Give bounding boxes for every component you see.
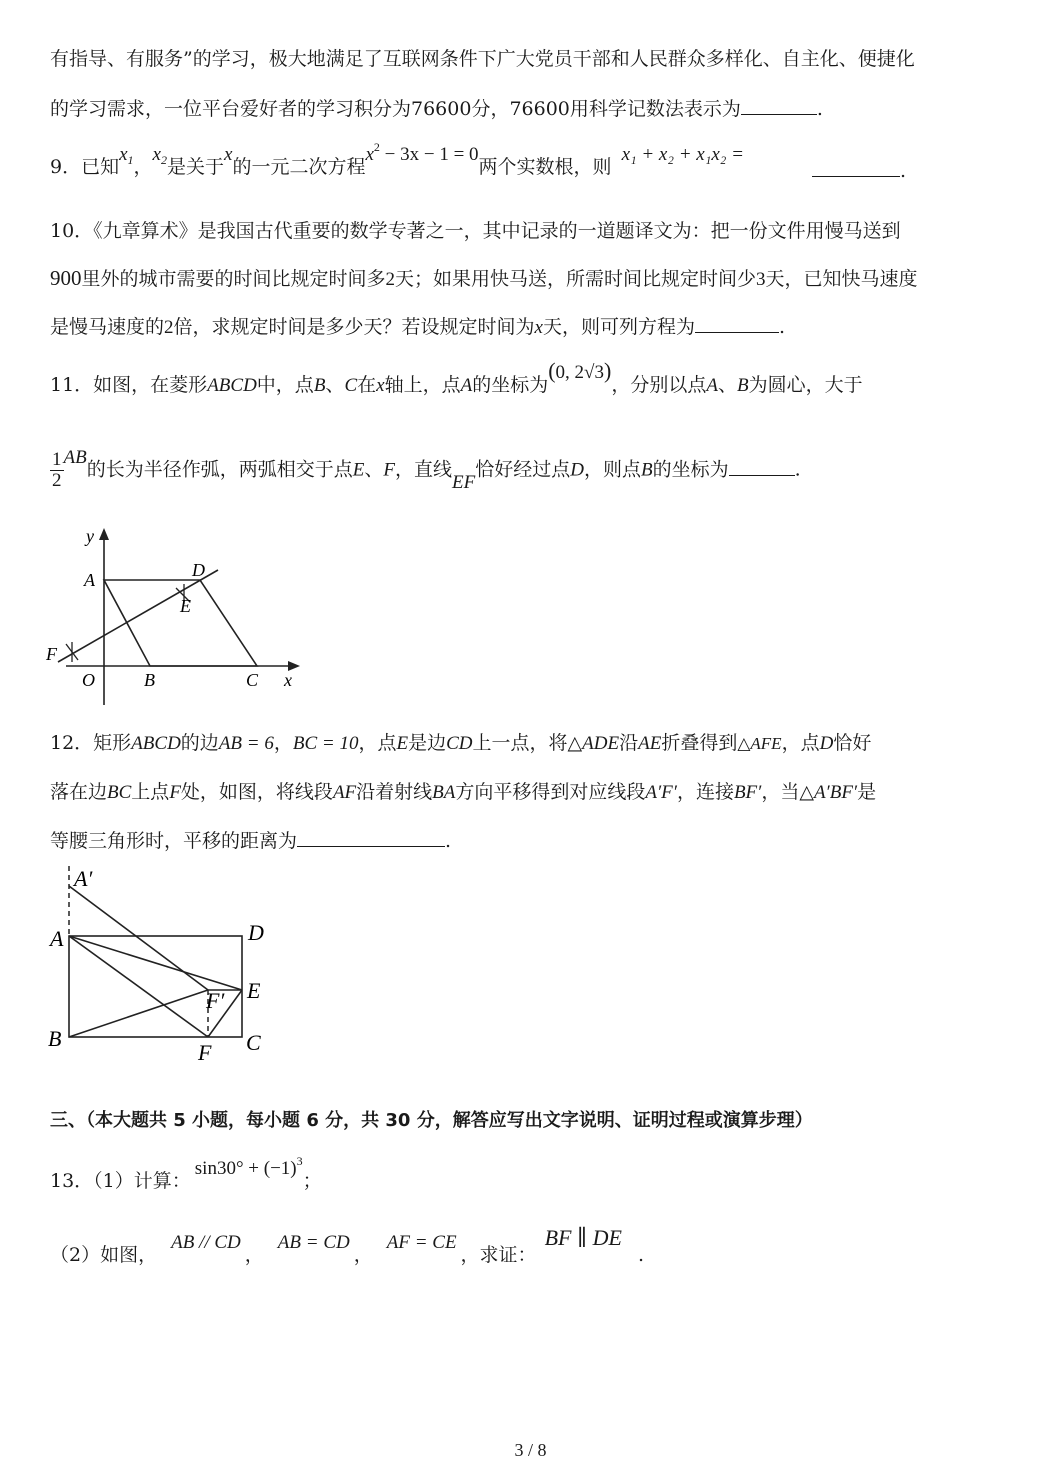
question-10-line-1 [50,216,901,243]
q11-text-l: 的坐标为 [652,458,729,481]
y-axis-arrow [99,528,109,540]
q13-semicolon: ； [302,1170,322,1192]
q12-af: AF [332,782,357,803]
label-x: x [284,670,292,690]
q11-frac-num: 1 [52,449,62,470]
q12-apfp: A′F′ [645,782,677,803]
q11-frac-den: 2 [52,470,62,491]
q12-text-h: 折叠得到 [661,732,738,754]
q11-point-b2: B [736,375,749,396]
q10-text-2d: 天；如果用快马送，所需时间比规定时间少 [395,268,757,290]
q9-x1 [119,144,133,168]
answer-blank-11 [729,459,795,476]
q10-900: 900 [50,266,82,290]
question-13-part-2 [50,1225,644,1267]
q11-text-f: ，分别以点 [611,374,707,396]
q11-point-c: C [344,375,358,396]
q11-point-b: B [313,375,326,396]
question-9 [50,140,744,181]
q10-text-2b: 里外的城市需要的时间比规定时间多 [81,268,386,290]
q9-eq-sup: 2 [373,140,380,154]
q11-point-a: A [460,375,473,396]
q11-sep3: 、 [364,458,384,481]
intro-text-2: 的学习需求，一位平台爱好者的学习积分为76600分，76600用科学记数法表示为 [50,98,741,120]
q10-text-3a: 是慢马速度的 [50,316,165,338]
question-10-line-2 [50,264,918,291]
q12-text-o: 方向平移得到对应线段 [455,781,646,803]
label-fprime: F′ [206,988,225,1013]
q9-eq-x: x [365,144,374,165]
period: . [900,160,907,182]
q12-abcd: ABCD [131,733,181,754]
question-12-line-2 [50,777,876,804]
q13-condition-2: AB = CD [277,1232,350,1253]
q11-text-g: 为圆心，大于 [748,374,863,396]
q10-text-3c: 倍，求规定时间是多少天？若设规定时间为 [173,316,535,338]
segment-ae [69,936,242,990]
q13-expr: sin30° + (−1) [194,1158,297,1179]
q13-part2-label: （2）如图， [50,1244,158,1266]
q12-text-l: 上点 [131,781,170,803]
question-11-line-2 [50,446,801,493]
intro-line-1 [50,44,915,71]
q12-text-k: 落在边 [50,781,108,803]
q9-x: x [224,144,233,165]
q13-condition-1: AB // CD [171,1232,241,1253]
label-a: A [50,926,64,951]
q12-bc: BC [107,782,132,803]
q9-expression: x₁ + x₂ + x₁x₂ = [621,144,744,165]
q12-text-n: 沿着射线 [356,781,433,803]
label-c: C [246,1030,261,1055]
label-aprime: A′ [74,866,93,891]
page-number: 3 / 8 [514,1440,547,1460]
q11-point-d: D [570,459,584,481]
label-e: E [180,596,191,616]
label-d: D [192,560,205,580]
q12-point-f: F [169,782,181,803]
q12-text-q: ，当 [761,781,800,803]
q13-sep2: ， [353,1244,373,1266]
segment-bfprime [69,990,208,1037]
q11-text-c: 在 [357,374,377,396]
period: . [816,98,823,120]
q12-text-i: ，点 [781,732,820,754]
q13-part1-label: 13．（1）计算： [50,1170,191,1192]
q11-text-h: 的长为半径作弧，两弧相交于点 [86,458,353,481]
q10-text-3e: 天，则可列方程为 [542,316,695,338]
label-f: F [198,1040,212,1065]
q12-cd: CD [446,733,473,754]
q12-tri-abf: △A′BF′ [799,782,858,803]
intro-text-1: 有指导、有服务”的学习，极大地满足了互联网条件下广大党员干部和人民群众多样化、自主化、便捷化 [50,48,915,70]
q11-coord-value: 0, 2√3 [555,362,604,383]
q11-point-e: E [352,459,365,481]
q11-coordinate: (0, 2√3) [548,358,612,383]
q13-part1-expression [195,1154,303,1180]
q11-ef: EF [451,471,476,493]
q11-text-i: ，直线 [394,458,452,481]
q11-text-b: 中，点 [256,374,314,396]
label-b: B [48,1026,62,1051]
q10-num-2b: 2 [164,317,174,338]
q11-text-a: 11．如图，在菱形 [50,374,208,396]
q12-text-r: 是 [857,781,877,803]
q12-text-m: 处，如图，将线段 [180,781,333,803]
q12-point-e: E [396,733,409,754]
q9-comma: ， [133,156,153,178]
q12-text-s: 等腰三角形时，平移的距离为 [50,830,298,852]
q9-x2-sub: 2 [160,153,167,167]
question-12-line-3 [50,826,451,853]
q9-x2 [153,144,167,168]
q11-ab: AB [63,446,87,468]
q9-x1-var: x [119,144,128,165]
q9-equation [365,140,478,166]
q12-text-d: ，点 [358,732,397,754]
q12-text-c: ， [273,732,293,754]
figure-q11 [40,520,310,710]
question-13-part-1 [50,1154,322,1193]
label-c: C [246,670,259,690]
q12-bfp: BF′ [733,782,762,803]
q12-bc-10: BC = 10 [292,733,359,754]
answer-blank-12 [297,830,445,847]
q9-x2-var: x [152,144,161,165]
q12-point-d: D [819,733,834,754]
q12-tri-ade: △ADE [567,733,620,754]
q10-x: x [534,317,543,338]
section-3-header: 三、（本大题共 5 小题，每小题 6 分，共 30 分，解答应写出文字说明、证明过程或演算步理） [50,1110,813,1131]
segment-aprime-fprime [69,886,208,990]
q10-text-1: 10．《九章算术》是我国古代重要的数学专著之一，其中记录的一道题译文为：把一份文件用慢马送到 [50,220,901,242]
q12-ae: AE [638,733,662,754]
q11-x: x [376,375,385,396]
q9-text-3: 两个实数根，则 [478,156,612,178]
q9-x1-sub: 1 [127,153,134,167]
label-b: B [144,670,155,690]
q12-ab-6: AB = 6 [218,733,274,754]
period: . [794,458,801,481]
q11-fraction [50,450,64,491]
q13-condition-3: AF = CE [386,1232,457,1253]
segment-af [69,936,208,1037]
q11-text-k: ，则点 [583,458,641,481]
period: . [445,830,452,852]
q11-text-d: 轴上，点 [384,374,461,396]
q13-goal: BF ∥ DE [544,1225,622,1250]
answer-blank-9 [812,160,900,177]
q11-point-f: F [383,459,395,481]
label-f: F [46,644,57,664]
q12-text-j: 恰好 [833,732,872,754]
label-y: y [86,526,94,546]
q11-point-b3: B [640,459,653,481]
intro-line-2 [50,94,823,121]
q10-num-3: 3 [756,269,766,290]
label-o: O [82,670,95,690]
q12-tri-afe: △AFE [737,734,782,753]
q9-answer [812,160,906,182]
answer-blank-8 [741,98,817,115]
q12-ba: BA [432,782,456,803]
q11-text-j: 恰好经过点 [475,458,571,481]
q11-sep: 、 [325,374,345,396]
q9-number: 9．已知 [50,156,120,178]
q9-text-1: 是关于 [166,156,224,178]
q13-expr-sup: 3 [296,1154,303,1168]
q9-text-2: 的一元二次方程 [232,156,366,178]
period: . [778,316,786,338]
q12-text-f: 上一点，将 [472,732,568,754]
q11-point-a2: A [706,375,718,396]
q10-text-2f: 天，已知快马速度 [765,268,918,290]
q12-text-g: 沿 [619,732,639,754]
q12-text-e: 是边 [408,732,447,754]
period: . [637,1244,644,1266]
q11-text-e: 的坐标为 [472,374,549,396]
question-12-line-1 [50,728,871,755]
label-e: E [247,978,261,1003]
label-a: A [84,570,95,590]
q9-eq-rest: − 3x − 1 = 0 [379,144,479,165]
question-11-line-1 [50,358,863,397]
answer-blank-10 [695,316,779,333]
q12-text-p: ，连接 [676,781,734,803]
q13-prove-label: ，求证： [460,1244,537,1266]
label-d: D [248,920,264,945]
question-10-line-3 [50,312,785,339]
q12-text-a: 12．矩形 [50,732,132,754]
q11-abcd: ABCD [207,375,257,396]
q12-text-b: 的边 [180,732,219,754]
line-ef [58,570,218,662]
q11-sep2: 、 [717,374,737,396]
q13-sep1: ， [244,1244,264,1266]
q10-num-2: 2 [385,269,396,290]
figure-q12 [40,862,290,1067]
